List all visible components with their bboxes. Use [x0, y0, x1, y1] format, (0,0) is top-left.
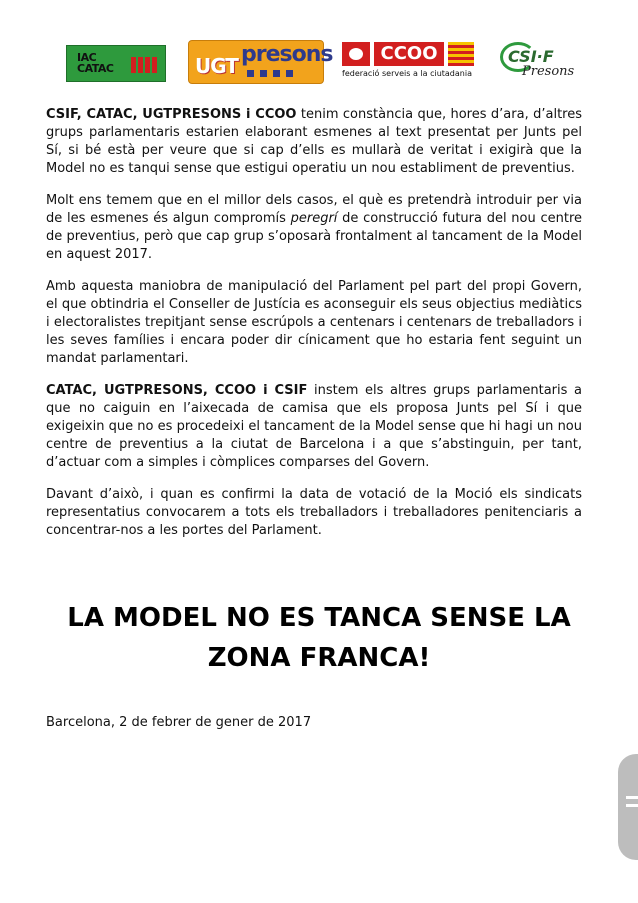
ugt-presons-logo: [188, 40, 333, 84]
catac-logo-line2: CATAC: [77, 62, 114, 75]
paragraph-1-unions: CSIF, CATAC, UGTPRESONS i CCOO: [46, 107, 297, 122]
paragraph-5: [46, 486, 582, 540]
place-date-signoff: Barcelona, 2 de febrer de gener de 2017: [46, 715, 312, 730]
ccoo-logo: [342, 42, 476, 82]
side-panel-tab[interactable]: [618, 754, 638, 860]
paragraph-2: [46, 192, 582, 264]
catac-bars-icon: [131, 57, 157, 73]
catac-logo-line1: IAC: [77, 51, 97, 64]
ugt-dots-icon: [247, 70, 293, 77]
slogan-line-1: LA MODEL NO ES TANCA SENSE LA: [67, 603, 571, 633]
ccoo-subtitle: federació serveis a la ciutadania: [342, 69, 472, 78]
menu-icon: [626, 796, 638, 812]
paragraph-3-text: Amb aquesta maniobra de manipulació del Parlament pel part del propi Govern, el que obtindria el Conseller de Justícia es aconseguir els seus objectius mediàtics i electoralistes trepitjant sense escrúpols a centenars i centenars de treballadors i les seves famílies i encara poder dir cínicament que ho estaria fent seguint un mandat parlamentari.: [46, 279, 582, 366]
ugt-logo-text: UGT: [195, 54, 238, 78]
paragraph-4-text: instem els altres grups parlamentaris a que no caiguin en l’aixecada de camisa que els proposa Junts pel Sí i que exigeixin que no es procedeixi el tancament de la Model sense que hi hagi un nou centre de preventius a la ciutat de Barcelona i a que s’abstinguin, per tant, d’actuar com a simples i còmplices comparses del Govern.: [46, 383, 582, 470]
paragraph-1-text: tenim constància que, hores d’ara, d’altres grups parlamentaris estarien elaborant esmenes al text presentat per Junts pel Sí, si bé està per veure que si cap d’ells es mullarà de veritat i exigirà que la Model no es tanqui sense que estigui operatiu un nou establiment de preventius.: [46, 107, 582, 176]
ugt-presons-text: presons: [241, 42, 333, 67]
paragraph-2-after: de construcció futura del nou centre de preventius, però que cap grup s’oposarà frontalment al tancament de la Model en aquest 2017.: [46, 211, 582, 262]
paragraph-2-before: Molt ens temem que en el millor dels casos, el què es pretendrà introduir per via de les esmenes és algun compromís: [46, 193, 582, 226]
document-body: [46, 106, 582, 554]
slogan-heading: [46, 598, 592, 678]
csif-presons-text: Presons: [522, 64, 575, 79]
csif-logo-text: CSI·F: [508, 47, 554, 66]
csif-presons-logo: [500, 42, 596, 84]
ccoo-logo-text: CCOO: [374, 42, 444, 66]
catac-logo: [66, 45, 166, 82]
ccoo-emblem-icon: [342, 42, 370, 66]
catac-logo-text: [77, 52, 113, 74]
logo-strip: [0, 40, 638, 85]
paragraph-4: [46, 382, 582, 472]
paragraph-5-text: Davant d’això, i quan es confirmi la data de votació de la Moció els sindicats representatius convocarem a tots els treballadors i treballadores penitenciaris a concentrar-nos a les portes del Parlament.: [46, 487, 582, 538]
paragraph-2-italic: peregrí: [290, 211, 338, 226]
slogan-line-2: ZONA FRANCA!: [207, 643, 431, 673]
paragraph-1: [46, 106, 582, 178]
paragraph-4-unions: CATAC, UGTPRESONS, CCOO i CSIF: [46, 383, 308, 398]
senyera-flag-icon: [448, 42, 474, 66]
paragraph-3: [46, 278, 582, 368]
